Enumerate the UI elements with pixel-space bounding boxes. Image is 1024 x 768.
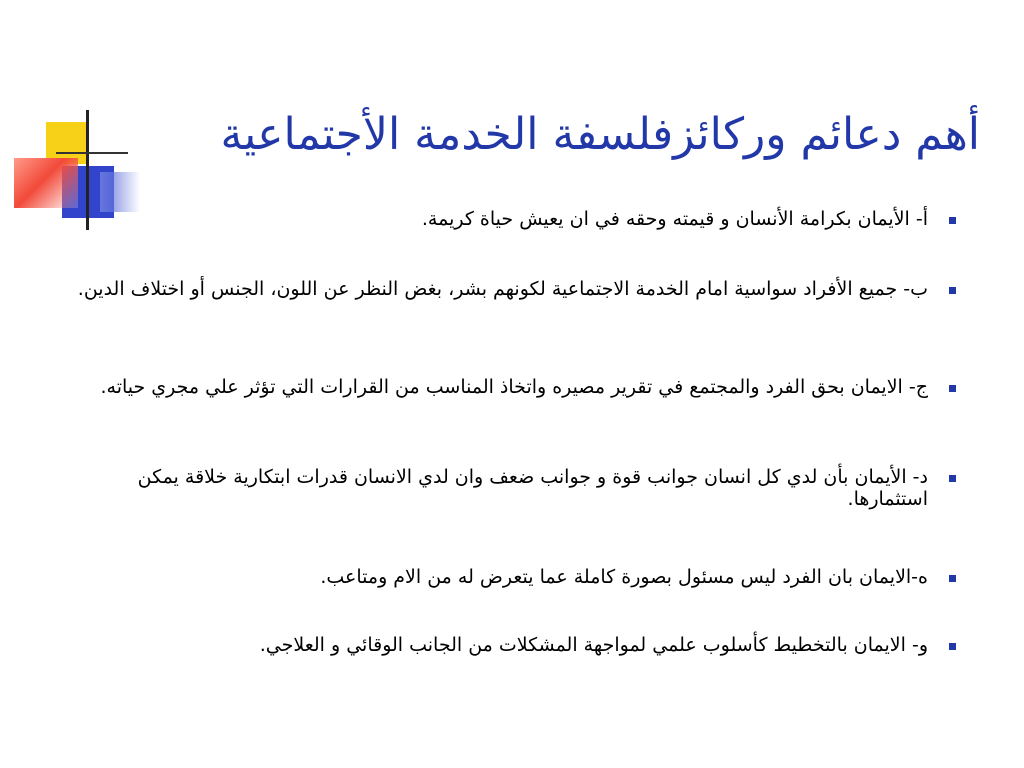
list-item [66,634,956,656]
square-bullet-icon [949,643,956,650]
slide-title: أهم دعائم وركائزفلسفة الخدمة الأجتماعية [220,109,980,160]
square-bullet-icon [949,385,956,392]
decorative-logo [0,0,160,240]
list-item [66,278,956,300]
horizontal-divider [56,152,128,154]
blue-gradient-square [100,172,140,212]
red-gradient-square [14,158,78,208]
list-item [66,466,956,510]
list-item-text: ج- الايمان بحق الفرد والمجتمع في تقرير مصيره واتخاذ المناسب من القرارات التي تؤثر علي مجري حياته. [100,376,928,398]
square-bullet-icon [949,217,956,224]
list-item [66,566,956,588]
square-bullet-icon [949,575,956,582]
list-item [66,208,956,230]
square-bullet-icon [949,475,956,482]
square-bullet-icon [949,287,956,294]
list-item-text: ه-الايمان بان الفرد ليس مسئول بصورة كاملة عما يتعرض له من الام ومتاعب. [320,566,928,588]
list-item-text: و- الايمان بالتخطيط كأسلوب علمي لمواجهة المشكلات من الجانب الوقائي و العلاجي. [259,634,928,656]
list-item [66,376,956,398]
list-item-text: ب- جميع الأفراد سواسية امام الخدمة الاجتماعية لكونهم بشر، بغض النظر عن اللون، الجنس أو اختلاف الدين. [77,278,928,300]
list-item-text: أ- الأيمان بكرامة الأنسان و قيمته وحقه في ان يعيش حياة كريمة. [421,208,928,230]
list-item-text: د- الأيمان بأن لدي كل انسان جوانب قوة و جوانب ضعف وان لدي الانسان قدرات ابتكارية خلاقة يمكن استثمارها. [137,466,928,510]
